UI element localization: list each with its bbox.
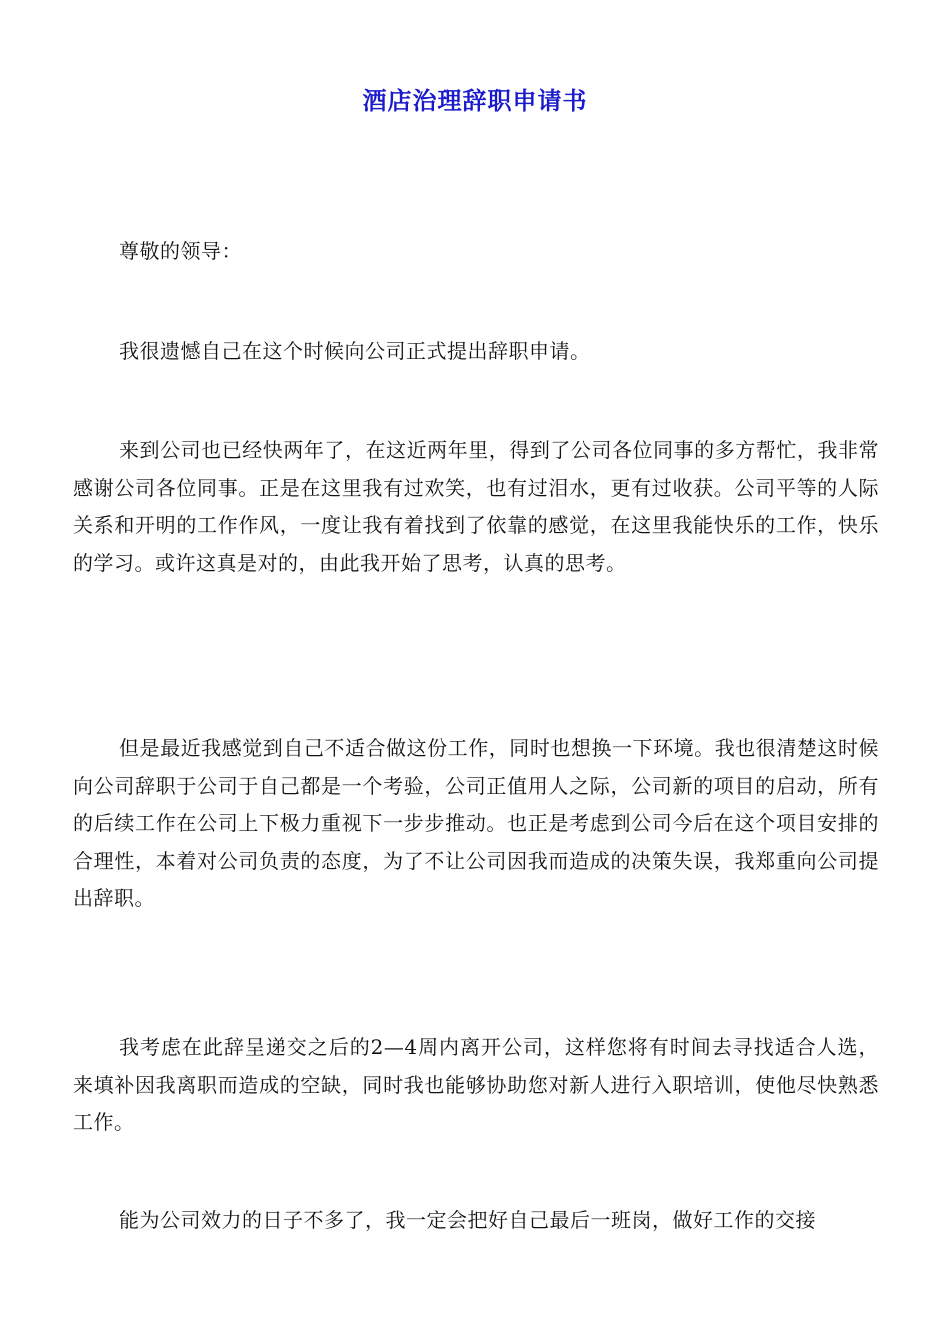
document-title: 酒店治理辞职申请书	[362, 87, 588, 115]
paragraph-block-3	[73, 730, 879, 918]
salutation: 尊敬的领导：	[119, 239, 242, 263]
paragraph: 但是最近我感觉到自己不适合做这份工作，同时也想换一下环境。我也很清楚这时候向公司辞职于公司于自己都是一个考验，公司正值用人之际，公司新的项目的启动，所有的后续工作在公司上下极力重视下一步步推动。也正是考虑到公司今后在这个项目安排的合理性，本着对公司负责的态度，为了不让公司因我而造成的决策失误，我郑重向公司提出辞职。	[73, 736, 879, 910]
salutation-block	[73, 233, 879, 271]
paragraph: 来到公司也已经快两年了，在这近两年里，得到了公司各位同事的多方帮忙，我非常感谢公司各位同事。正是在这里我有过欢笑，也有过泪水，更有过收获。公司平等的人际关系和开明的工作作风，一度让我有着找到了依靠的感觉，在这里我能快乐的工作，快乐的学习。或许这真是对的，由此我开始了思考，认真的思考。	[73, 438, 879, 575]
paragraph: 我考虑在此辞呈递交之后的2—4周内离开公司，这样您将有时间去寻找适合人选，来填补因我离职而造成的空缺，同时我也能够协助您对新人进行入职培训，使他尽快熟悉工作。	[73, 1035, 879, 1134]
paragraph-block-2	[73, 432, 879, 582]
paragraph-block-4	[73, 1029, 879, 1142]
paragraph-block-1	[73, 333, 879, 371]
paragraph: 我很遗憾自己在这个时候向公司正式提出辞职申请。	[119, 339, 591, 363]
paragraph-block-5	[73, 1202, 879, 1240]
paragraph: 能为公司效力的日子不多了，我一定会把好自己最后一班岗，做好工作的交接	[119, 1208, 816, 1232]
